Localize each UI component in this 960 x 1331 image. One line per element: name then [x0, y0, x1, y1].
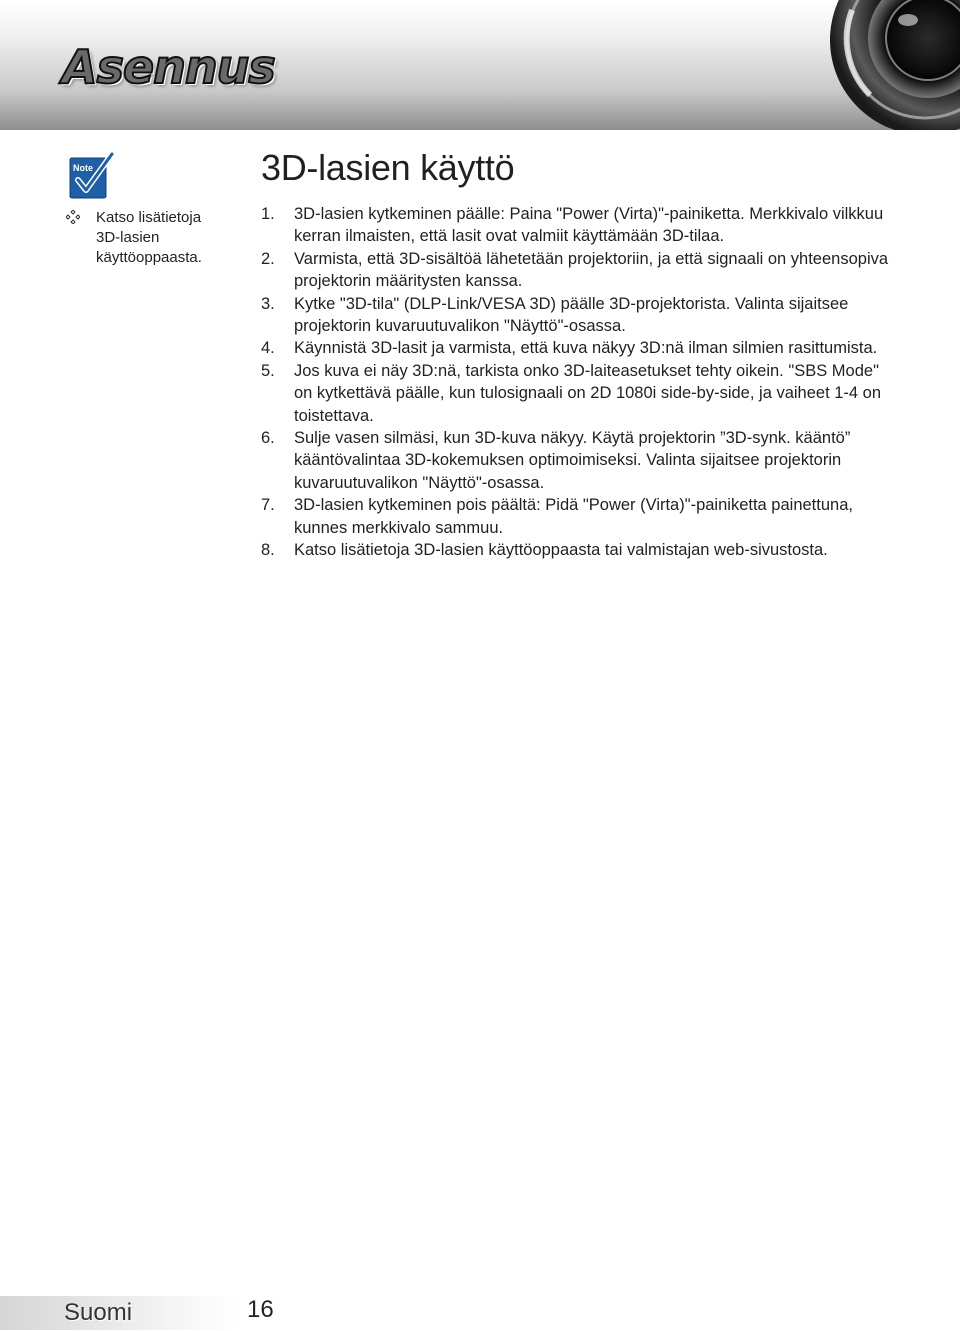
step-item — [261, 337, 901, 359]
diamond-bullet-icon — [66, 210, 80, 224]
step-number: 5. — [261, 361, 275, 380]
section-title: 3D-lasien käyttö — [261, 147, 515, 188]
step-number: 2. — [261, 249, 275, 268]
step-item — [261, 203, 901, 248]
step-number: 4. — [261, 339, 275, 358]
step-text: Kytke "3D-tila" (DLP-Link/VESA 3D) päälle 3D-projektorista. Valinta sijaitsee projektorin kuvaruutuvalikon "Näyttö"-osassa. — [294, 294, 849, 336]
note-icon-label: Note — [73, 163, 93, 173]
step-item — [261, 427, 901, 494]
projector-lens-icon — [800, 0, 960, 130]
step-text: Käynnistä 3D-lasit ja varmista, että kuva näkyy 3D:nä ilman silmien rasittumista. — [294, 339, 878, 358]
note-check-icon — [68, 152, 116, 202]
step-text: 3D-lasien kytkeminen päälle: Paina "Power (Virta)"-painiketta. Merkkivalo vilkkuu kerran ilmaisten, että lasit ovat valmiit käyttämään 3D-tilaa. — [294, 205, 884, 246]
step-item — [261, 539, 901, 561]
step-number: 3. — [261, 294, 275, 313]
step-number: 6. — [261, 429, 275, 448]
note-text: Katso lisätietoja 3D-lasien käyttöoppaasta. — [96, 209, 202, 266]
step-number: 1. — [261, 205, 275, 223]
step-text: Katso lisätietoja 3D-lasien käyttöoppaasta tai valmistajan web-sivustosta. — [294, 541, 828, 560]
step-item — [261, 248, 901, 293]
step-item — [261, 494, 901, 539]
steps-list — [261, 203, 901, 562]
step-number: 7. — [261, 496, 275, 515]
page-number: 16 — [247, 1296, 274, 1323]
step-text: Jos kuva ei näy 3D:nä, tarkista onko 3D-laiteasetukset tehty oikein. "SBS Mode" on kytkettävä päälle, kun tulosignaali on 2D 1080i side-by-side, ja vaiheet 1-4 on toistettava. — [294, 361, 882, 425]
header-band — [0, 0, 960, 130]
page-header-title: Asennus — [62, 40, 275, 94]
step-item — [261, 293, 901, 338]
step-item — [261, 360, 901, 427]
step-text: Varmista, että 3D-sisältöä lähetetään projektoriin, ja että signaali on yhteensopiva projektorin määritysten kanssa. — [294, 249, 889, 291]
step-text: 3D-lasien kytkeminen pois päältä: Pidä "Power (Virta)"-painiketta painettuna, kunnes merkkivalo sammuu. — [294, 496, 853, 537]
footer-language: Suomi — [64, 1299, 133, 1326]
step-number: 8. — [261, 541, 275, 560]
step-text: Sulje vasen silmäsi, kun 3D-kuva näkyy. Käytä projektorin ”3D-synk. kääntö” kääntövalintaa 3D-kokemuksen optimoimiseksi. Valinta sijaitsee projektorin kuvaruutuvalikon "Näyttö"-osassa. — [294, 429, 851, 492]
